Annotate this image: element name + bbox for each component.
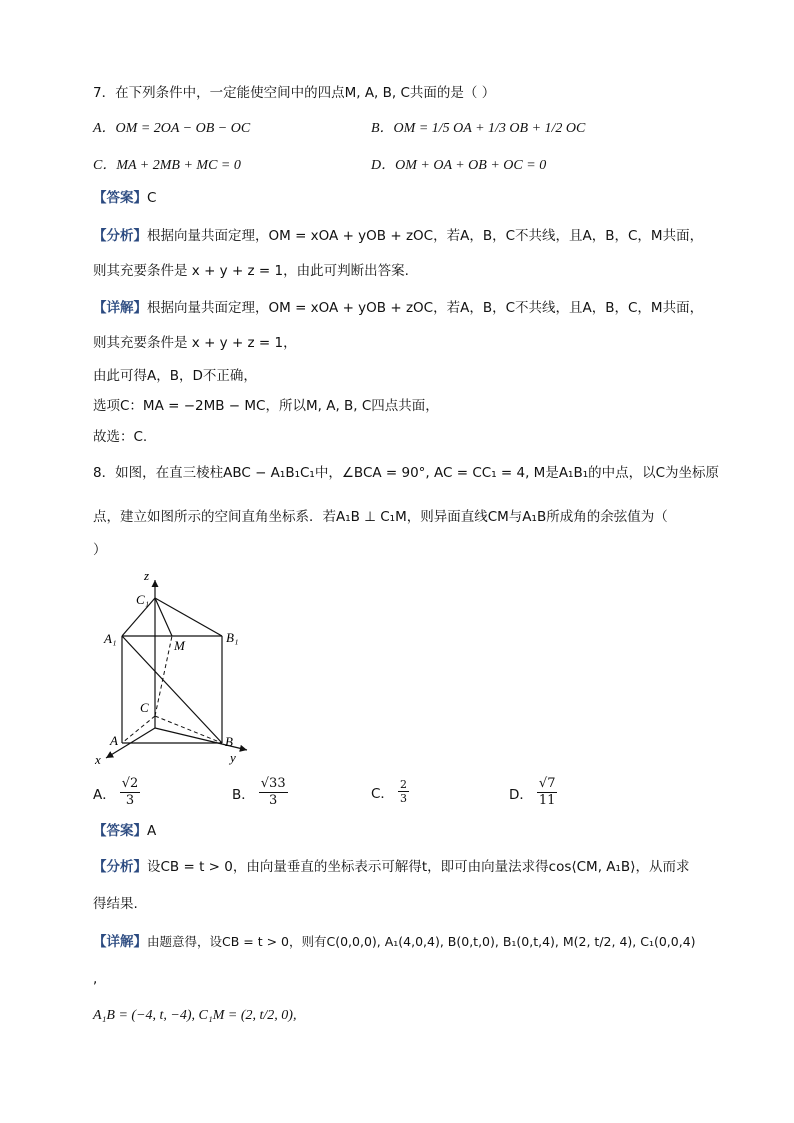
analysis-label: 【分析】 [93,859,147,875]
edge-c-a [122,716,155,743]
detail-label: 【详解】 [93,300,147,316]
segment-c1-m [155,598,172,636]
answer-label: 【答案】 [93,190,147,206]
option-d-denominator: 11 [538,793,556,808]
option-b-numerator: √33 [260,776,286,791]
option-a-prefix: A． [93,786,116,803]
option-b-prefix: B． [232,786,255,803]
q7-option-a[interactable]: A．OM = 2OA − OB − OC [93,121,251,136]
label-b: B [225,734,233,749]
q7-stem: 7．在下列条件中，一定能使空间中的四点M, A, B, C共面的是（ ） [93,85,496,101]
q8-analysis-line-2: 得结果. [93,896,138,912]
segment-a1-b [122,636,222,743]
analysis-label: 【分析】 [93,228,147,244]
q8-answer-row [93,822,156,840]
y-axis [155,728,247,750]
q8-detail-line-1: 由题意得，设CB = t > 0，则有C(0,0,0), A₁(4,0,4), B(0,t,0), B₁(0,t,4), M(2, t/2, 4), C₁(0,0,4) [147,934,696,949]
label-x: x [95,752,101,767]
label-a: A [110,733,118,748]
q7-analysis-line-2: 则其充要条件是 x + y + z = 1，由此可判断出答案. [93,263,409,279]
q7-answer-row [93,189,156,207]
q7-detail-line-4: 选项C：MA = −2MB − MC，所以M, A, B, C四点共面， [93,398,439,414]
label-y: y [230,750,236,765]
option-c-denominator: 3 [399,792,407,805]
q7-option-d[interactable]: D．OM + OA + OB + OC = 0 [371,158,547,173]
q8-detail-row [93,933,696,952]
edge-c-b [155,716,222,743]
q8-stem-line-2: 点，建立如图所示的空间直角坐标系．若A₁B ⊥ C₁M，则异面直线CM与A₁B所成角的余弦值为（ [93,509,668,525]
option-a-denominator: 3 [125,793,135,808]
q8-detail-line-3: A₁B = (−4, t, −4), C₁M = (2, t/2, 0), [93,1008,297,1023]
q7-detail-line-2: 则其充要条件是 x + y + z = 1， [93,335,297,351]
q8-answer: A [147,823,157,839]
option-d-prefix: D． [509,786,533,803]
detail-label: 【详解】 [93,934,147,950]
q7-option-c[interactable]: C．MA + 2MB + MC = 0 [93,158,241,173]
q8-stem-line-1: 8．如图，在直三棱柱ABC − A₁B₁C₁中，∠BCA = 90°, AC = CC₁ = 4, M是A₁B₁的中点，以C为坐标原 [93,465,720,481]
label-a1: A₁ [104,631,117,646]
q7-answer: C [147,190,157,206]
segment-c-m [155,636,172,716]
q8-analysis-line-1: 设CB = t > 0，由向量垂直的坐标表示可解得t，即可由向量法求得cos⟨CM, A₁B⟩，从而求 [147,859,690,875]
q7-analysis-line-1: 根据向量共面定理，OM = xOA + yOB + zOC，若A，B，C不共线，且A，B，C，M共面， [147,228,704,244]
label-c1: C₁ [136,592,150,607]
q8-option-b[interactable] [232,776,288,809]
q7-detail-line-5: 故选：C. [93,429,148,445]
q8-analysis-row [93,858,689,876]
option-a-numerator: √2 [121,776,139,791]
option-c-numerator: 2 [399,778,407,791]
answer-label: 【答案】 [93,823,147,839]
q7-detail-line-1: 根据向量共面定理，OM = xOA + yOB + zOC，若A，B，C不共线，且A，B，C，M共面， [147,300,704,316]
label-c: C [140,700,149,715]
prism-figure [92,568,282,768]
q8-detail-line-2: , [93,971,98,987]
q8-option-d[interactable] [509,776,557,809]
edge-c1-b1 [155,598,222,636]
q8-option-c[interactable] [371,778,409,805]
label-z: z [144,568,150,583]
option-c-prefix: C． [371,785,394,802]
option-d-numerator: √7 [538,776,556,791]
q8-stem-line-3: ） [93,542,107,558]
q7-detail-line-3: 由此可得A，B，D不正确， [93,368,257,384]
option-b-denominator: 3 [269,793,278,808]
q8-option-a[interactable] [93,776,140,809]
q7-detail-row [93,299,703,317]
q7-analysis-row [93,227,703,245]
label-m: M [174,638,185,653]
label-b1: B₁ [226,630,239,645]
q7-option-b[interactable]: B．OM = 1/5 OA + 1/3 OB + 1/2 OC [371,121,586,136]
